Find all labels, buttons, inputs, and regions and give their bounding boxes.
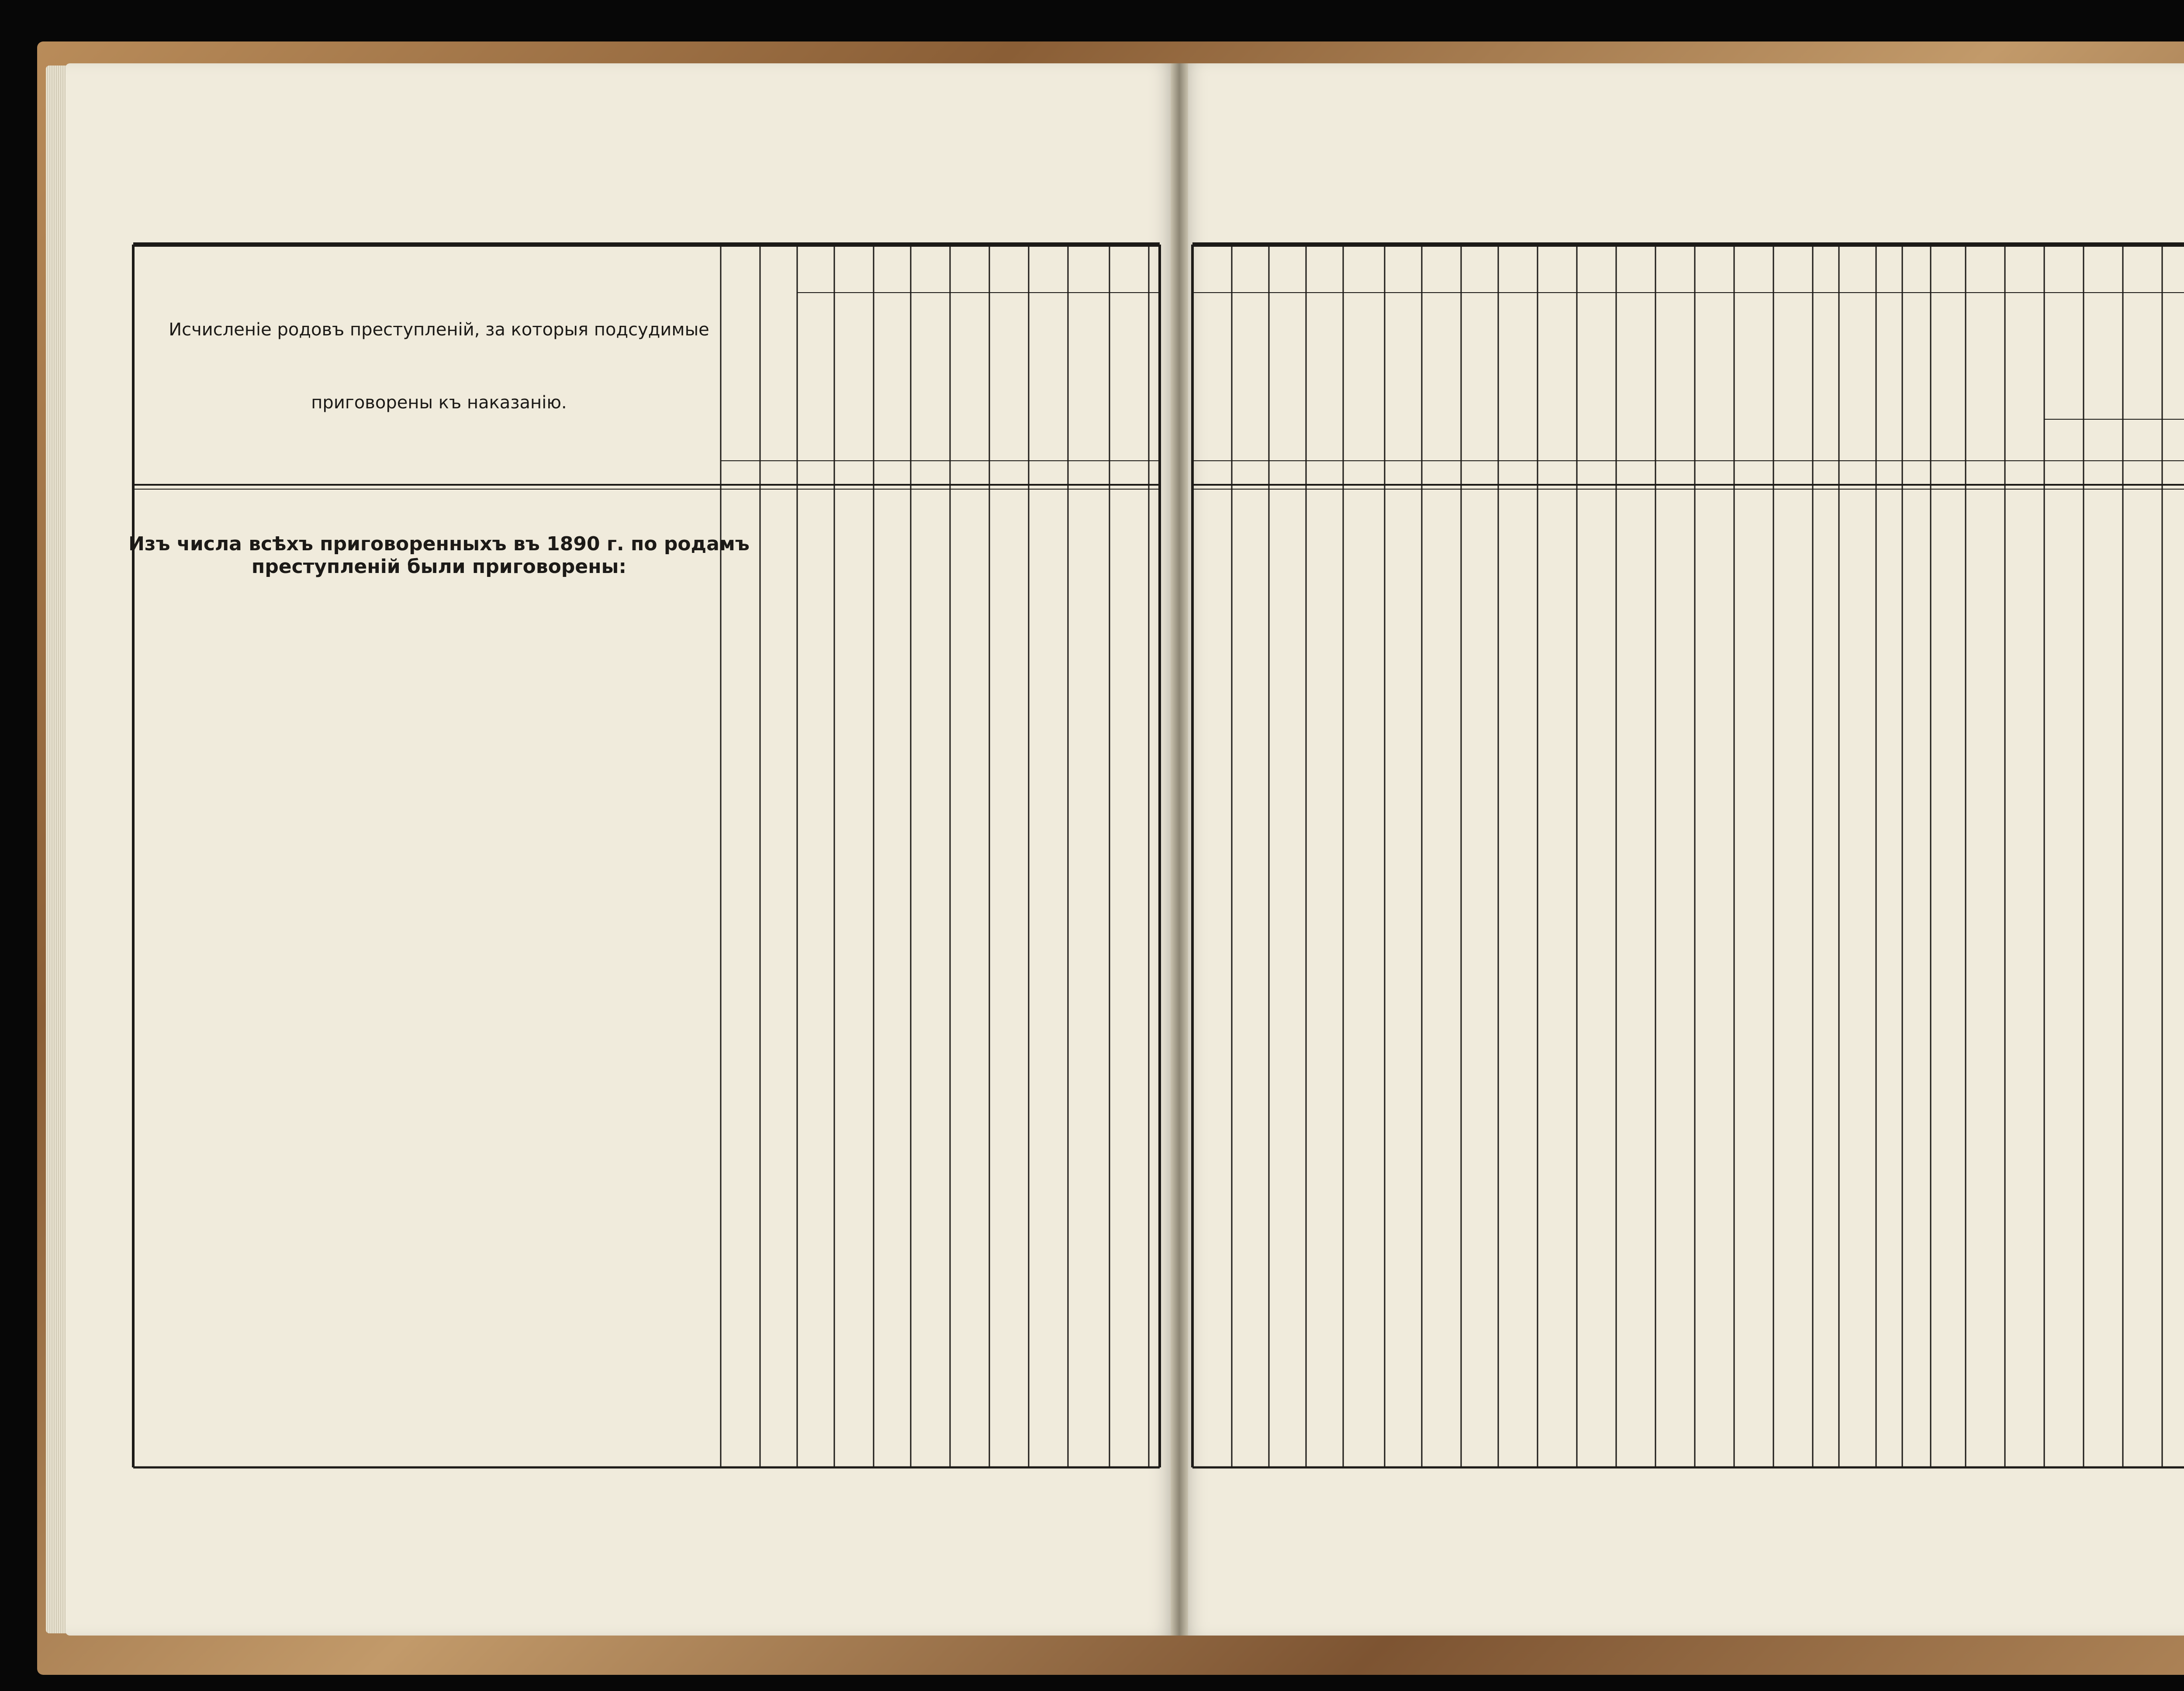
table-title-line-2: приговорены къ наказанію.	[311, 393, 567, 413]
section-heading-line-2: преступленій были приговорены:	[251, 556, 627, 578]
table-body	[128, 533, 750, 578]
table-header	[169, 320, 709, 413]
section-heading-line-1: Изъ числа всѣхъ приговоренныхъ въ 1890 г. по родамъ	[128, 533, 750, 555]
table-title-line-1: Исчисленіе родовъ преступленій, за которыя подсудимые	[169, 320, 709, 340]
table-frame	[133, 245, 2184, 1467]
